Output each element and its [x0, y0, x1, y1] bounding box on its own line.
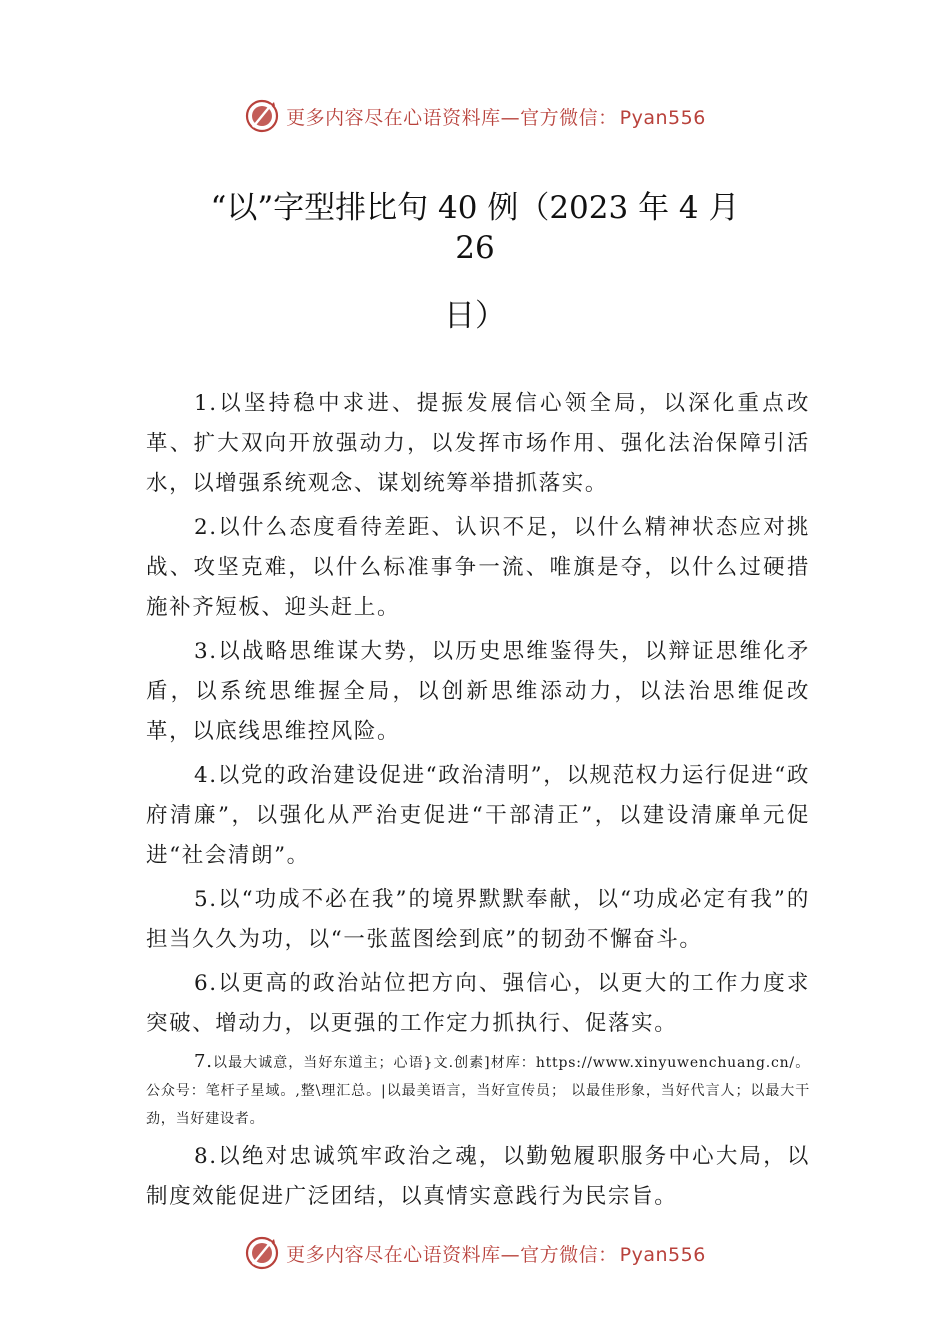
pen-seal-logo-icon [244, 1235, 280, 1271]
title-line-1: “以”字型排比句 40 例（2023 年 4 月 [210, 190, 740, 226]
banner-text: 更多内容尽在心语资料库—官方微信： Pyan556 [286, 1243, 706, 1266]
paragraph-7-number: 7. [194, 1051, 213, 1072]
paragraph: 2.以什么态度看待差距、认识不足，以什么精神状态应对挑战、攻坚克难，以什么标准事争一流、唯旗是夺，以什么过硬措施补齐短板、迎头赶上。 [146, 515, 810, 620]
footer-banner [0, 1233, 950, 1273]
paragraph: 1.以坚持稳中求进、提振发展信心领全局，以深化重点改革、扩大双向开放强动力，以发挥市场作用、强化法治保障引活水，以增强系统观念、谋划统筹举措抓落实。 [146, 391, 810, 496]
article-body [146, 384, 810, 1221]
paragraph-7-text: 以最大诚意，当好东道主；心语}文.创素]材库：https://www.xinyuwenchuang.cn/。公众号：笔杆子星域。,整\理汇总。|以最美语言，当好宣传员； 以最佳形象，当好代言人；以最大干劲，当好建设者。 [146, 1055, 810, 1127]
wechat-id: Pyan556 [619, 1243, 706, 1266]
wechat-id: Pyan556 [619, 106, 706, 129]
paragraph: 5.以“功成不必在我”的境界默默奉献，以“功成必定有我”的担当久久为功，以“一张蓝图绘到底”的韧劲不懈奋斗。 [146, 887, 810, 952]
paragraph: 3.以战略思维谋大势，以历史思维鉴得失，以辩证思维化矛盾，以系统思维握全局，以创新思维添动力，以法治思维促改革，以底线思维控风险。 [146, 639, 810, 744]
document-title [120, 188, 830, 268]
paragraph: 4.以党的政治建设促进“政治清明”，以规范权力运行促进“政府清廉”，以强化从严治吏促进“干部清正”，以建设清廉单元促进“社会清朗”。 [146, 763, 810, 868]
paragraph-8: 8.以绝对忠诚筑牢政治之魂，以勤勉履职服务中心大局，以制度效能促进广泛团结，以真情实意践行为民宗旨。 [146, 1144, 810, 1209]
banner-text: 更多内容尽在心语资料库—官方微信： Pyan556 [286, 106, 706, 129]
pen-seal-logo-icon [244, 98, 280, 134]
title-line-2: 26 [455, 230, 495, 266]
paragraph: 6.以更高的政治站位把方向、强信心，以更大的工作力度求突破、增动力，以更强的工作定力抓执行、促落实。 [146, 971, 810, 1036]
header-banner [0, 96, 950, 136]
paragraph-7 [146, 1048, 810, 1133]
title-line-3: 日） [444, 298, 506, 334]
